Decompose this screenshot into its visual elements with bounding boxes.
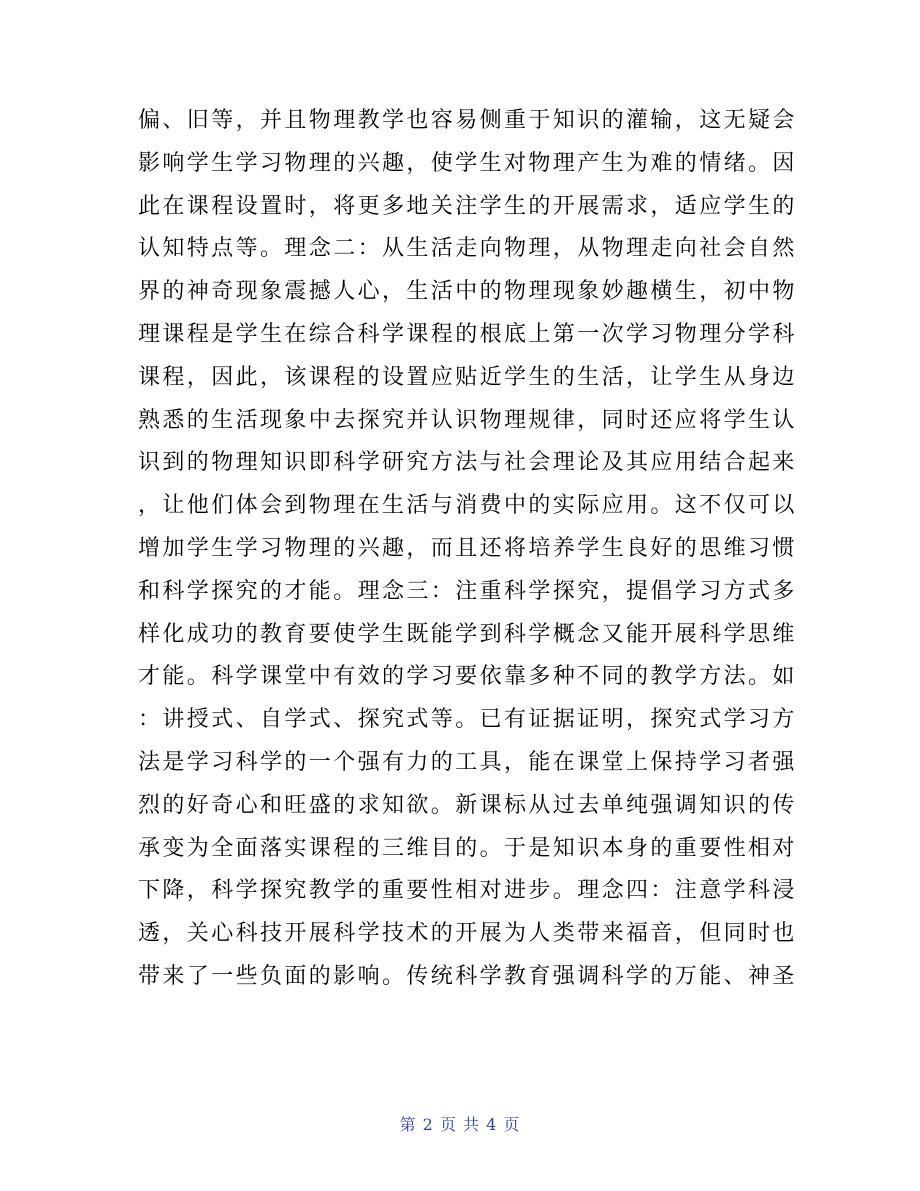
text-line: 识到的物理知识即科学研究方法与社会理论及其应用结合起来	[138, 450, 797, 476]
text-line: ：讲授式、自学式、探究式等。已有证据证明，探究式学习方	[138, 707, 797, 733]
text-line: 带来了一些负面的影响。传统科学教育强调科学的万能、神圣	[138, 963, 797, 989]
text-line: 界的神奇现象震撼人心，生活中的物理现象妙趣横生，初中物	[138, 279, 797, 305]
text-line: 样化成功的教育要使学生既能学到科学概念又能开展科学思维	[138, 621, 797, 647]
text-line: 认知特点等。理念二：从生活走向物理，从物理走向社会自然	[138, 236, 797, 262]
text-line: 课程，因此，该课程的设置应贴近学生的生活，让学生从身边	[138, 364, 797, 390]
text-line: 影响学生学习物理的兴趣，使学生对物理产生为难的情绪。因	[138, 150, 797, 176]
text-line: 才能。科学课堂中有效的学习要依靠多种不同的教学方法。如	[138, 664, 797, 690]
text-line: 和科学探究的才能。理念三：注重科学探究，提倡学习方式多	[138, 578, 797, 604]
text-line: 承变为全面落实课程的三维目的。于是知识本身的重要性相对	[138, 835, 797, 861]
text-line: ，让他们体会到物理在生活与消费中的实际应用。这不仅可以	[138, 493, 797, 519]
text-line: 法是学习科学的一个强有力的工具，能在课堂上保持学习者强	[138, 749, 797, 775]
page-number-footer: 第 2 页 共 4 页	[399, 1115, 521, 1134]
body-text	[138, 100, 797, 999]
text-line: 此在课程设置时，将更多地关注学生的开展需求，适应学生的	[138, 193, 797, 219]
text-line: 烈的好奇心和旺盛的求知欲。新课标从过去单纯强调知识的传	[138, 792, 797, 818]
text-line: 理课程是学生在综合科学课程的根底上第一次学习物理分学科	[138, 321, 797, 347]
text-line: 偏、旧等，并且物理教学也容易侧重于知识的灌输，这无疑会	[138, 108, 797, 133]
text-line: 透，关心科技开展科学技术的开展为人类带来福音，但同时也	[138, 921, 797, 947]
text-line: 下降，科学探究教学的重要性相对进步。理念四：注意学科浸	[138, 878, 797, 904]
text-line: 增加学生学习物理的兴趣，而且还将培养学生良好的思维习惯	[138, 535, 797, 561]
text-line: 熟悉的生活现象中去探究并认识物理规律，同时还应将学生认	[138, 407, 797, 433]
